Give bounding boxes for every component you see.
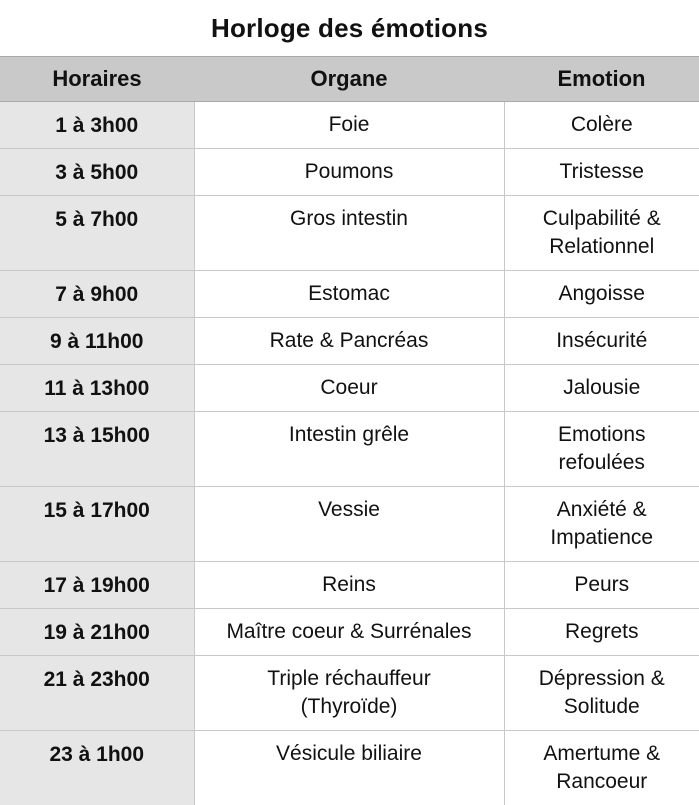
- page-title: Horloge des émotions: [0, 0, 699, 56]
- cell-emotion: Anxiété & Impatience: [504, 487, 699, 562]
- table-header-row: [0, 57, 699, 102]
- cell-emotion: Dépression & Solitude: [504, 656, 699, 731]
- cell-emotion: Culpabilité & Relationnel: [504, 196, 699, 271]
- table-row: [0, 487, 699, 562]
- table-row: [0, 562, 699, 609]
- cell-emotion: Angoisse: [504, 271, 699, 318]
- cell-organ: Intestin grêle: [194, 412, 504, 487]
- cell-hours: 23 à 1h00: [0, 731, 194, 805]
- table-row: [0, 609, 699, 656]
- cell-emotion: Regrets: [504, 609, 699, 656]
- cell-emotion: Peurs: [504, 562, 699, 609]
- cell-organ: Rate & Pancréas: [194, 318, 504, 365]
- cell-hours: 9 à 11h00: [0, 318, 194, 365]
- cell-emotion: Amertume & Rancoeur: [504, 731, 699, 805]
- cell-organ: Foie: [194, 102, 504, 149]
- emotion-clock-table: [0, 56, 699, 805]
- cell-organ: Maître coeur & Surrénales: [194, 609, 504, 656]
- cell-emotion: Tristesse: [504, 149, 699, 196]
- cell-organ: Gros intestin: [194, 196, 504, 271]
- cell-hours: 7 à 9h00: [0, 271, 194, 318]
- cell-hours: 1 à 3h00: [0, 102, 194, 149]
- table-row: [0, 102, 699, 149]
- table-row: [0, 196, 699, 271]
- cell-organ: Estomac: [194, 271, 504, 318]
- cell-emotion: Jalousie: [504, 365, 699, 412]
- header-hours: Horaires: [0, 57, 194, 102]
- header-emotion: Emotion: [504, 57, 699, 102]
- header-organ: Organe: [194, 57, 504, 102]
- table-row: [0, 149, 699, 196]
- table-row: [0, 365, 699, 412]
- cell-organ: Triple réchauffeur (Thyroïde): [194, 656, 504, 731]
- table-row: [0, 731, 699, 805]
- cell-hours: 11 à 13h00: [0, 365, 194, 412]
- cell-hours: 13 à 15h00: [0, 412, 194, 487]
- table-row: [0, 318, 699, 365]
- cell-organ: Vessie: [194, 487, 504, 562]
- cell-hours: 3 à 5h00: [0, 149, 194, 196]
- table-row: [0, 271, 699, 318]
- cell-organ: Reins: [194, 562, 504, 609]
- table-row: [0, 656, 699, 731]
- cell-organ: Vésicule biliaire: [194, 731, 504, 805]
- cell-organ: Poumons: [194, 149, 504, 196]
- table-row: [0, 412, 699, 487]
- cell-hours: 21 à 23h00: [0, 656, 194, 731]
- cell-hours: 5 à 7h00: [0, 196, 194, 271]
- cell-emotion: Emotions refoulées: [504, 412, 699, 487]
- cell-emotion: Colère: [504, 102, 699, 149]
- cell-emotion: Insécurité: [504, 318, 699, 365]
- cell-hours: 17 à 19h00: [0, 562, 194, 609]
- cell-organ: Coeur: [194, 365, 504, 412]
- cell-hours: 19 à 21h00: [0, 609, 194, 656]
- cell-hours: 15 à 17h00: [0, 487, 194, 562]
